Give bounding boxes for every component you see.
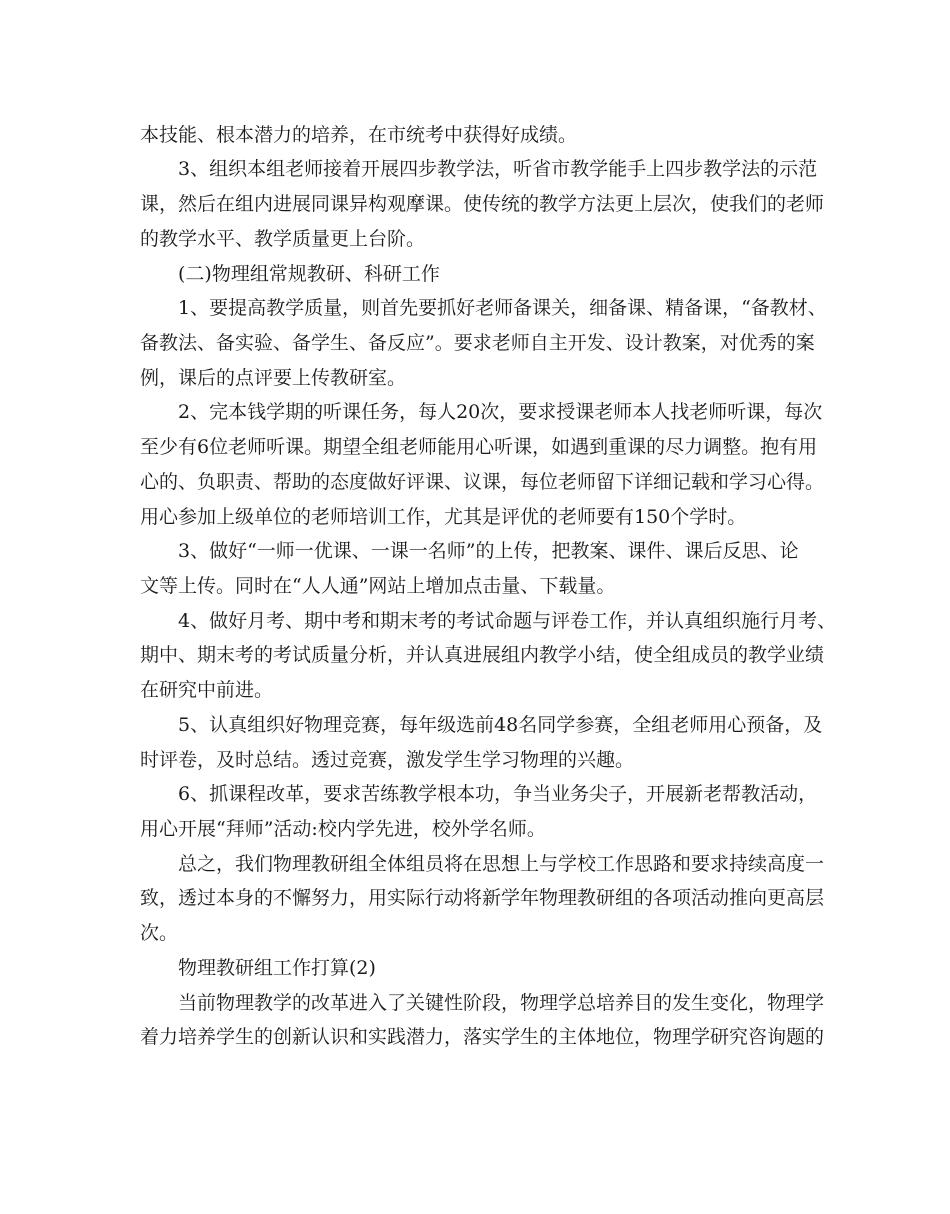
text-line: 1、要提高教学质量，则首先要抓好老师备课关，细备课、精备课，“备教材、: [178, 297, 827, 319]
text-line: 时评卷，及时总结。透过竞赛，激发学生学习物理的兴趣。: [140, 749, 635, 771]
text-line: 次。: [140, 922, 179, 944]
text-line: 的教学水平、教学质量更上台阶。: [140, 228, 426, 250]
section-heading: (二)物理组常规教研、科研工作: [178, 263, 440, 285]
text-line: 心的、负职责、帮助的态度做好评课、议课，每位老师留下详细记载和学习心得。: [140, 471, 825, 493]
section-heading: 物理教研组工作打算(2): [178, 957, 376, 979]
text-line: 5、认真组织好物理竞赛，每年级选前48名同学参赛，全组老师用心预备，及: [178, 714, 823, 736]
text-line: 备教法、备实验、备学生、备反应”。要求老师自主开发、设计教案，对优秀的案: [140, 332, 815, 354]
text-line: 至少有6位老师听课。期望全组老师能用心听课，如遇到重课的尽力调整。抱有用: [140, 436, 818, 458]
text-line: 当前物理教学的改革进入了关键性阶段，物理学总培养目的发生变化，物理学: [178, 992, 825, 1014]
text-line: 文等上传。同时在“人人通”网站上增加点击量、下载量。: [140, 575, 616, 597]
text-line: 着力培养学生的创新认识和实践潜力，落实学生的主体地位，物理学研究咨询题的: [140, 1026, 825, 1048]
text-line: 3、做好“一师一优课、一课一名师”的上传，把教案、课件、课后反思、论: [178, 540, 799, 562]
text-line: 用心参加上级单位的老师培训工作，尤其是评优的老师要有150个学时。: [140, 506, 747, 528]
text-line: 在研究中前进。: [140, 679, 274, 701]
text-line: 课，然后在组内进展同课异构观摩课。使传统的教学方法更上层次，使我们的老师: [140, 193, 825, 215]
text-line: 致，透过本身的不懈努力，用实际行动将新学年物理教研组的各项活动推向更高层: [140, 887, 825, 909]
text-line: 3、组织本组老师接着开展四步教学法，听省市教学能手上四步教学法的示范: [178, 158, 818, 180]
text-line: 本技能、根本潜力的培养，在市统考中获得好成绩。: [140, 124, 578, 146]
text-line: 4、做好月考、期中考和期末考的考试命题与评卷工作，并认真组织施行月考、: [178, 610, 837, 632]
text-line: 用心开展“拜师”活动:校内学先进，校外学名师。: [140, 818, 546, 840]
text-line: 总之，我们物理教研组全体组员将在思想上与学校工作思路和要求持续高度一: [178, 853, 825, 875]
text-line: 期中、期末考的考试质量分析，并认真进展组内教学小结，使全组成员的教学业绩: [140, 644, 825, 666]
text-line: 2、完本钱学期的听课任务，每人20次，要求授课老师本人找老师听课，每次: [178, 401, 823, 423]
text-line: 例，课后的点评要上传教研室。: [140, 367, 407, 389]
text-line: 6、抓课程改革，要求苦练教学根本功，争当业务尖子，开展新老帮教活动，: [178, 783, 818, 805]
